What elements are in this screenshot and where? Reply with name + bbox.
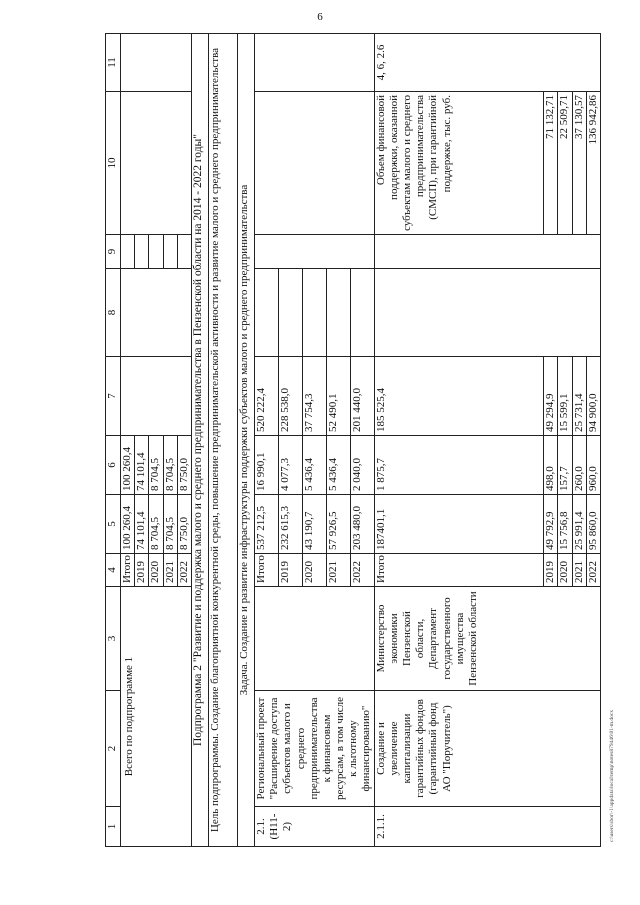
subprogram1-total-label: Всего по подпрограмме 1 — [121, 587, 192, 847]
value-cell: 5 436,4 — [326, 436, 350, 495]
empty-cell — [350, 269, 374, 357]
col-header: 10 — [106, 92, 121, 235]
value-cell: 8 750,0 — [177, 436, 191, 495]
empty-cell — [254, 269, 278, 357]
col-header: 5 — [106, 495, 121, 554]
indicator-value: 136 942,86 — [586, 92, 600, 235]
col-header: 3 — [106, 587, 121, 691]
empty-cell — [121, 235, 135, 269]
value-cell: 74 101,4 — [135, 436, 149, 495]
year-cell: 2021 — [326, 554, 350, 587]
executor-cell — [254, 587, 374, 691]
col-header: 6 — [106, 436, 121, 495]
indicator-name: Объем финансовой поддержки, оказанной субъектам малого и среднего предпринимательства (СМСП), при гарантийной поддержке, тыс. руб. — [374, 92, 544, 235]
value-cell: 49 792,9 — [544, 495, 558, 554]
indicator-value: 71 132,71 — [544, 92, 558, 235]
table-row — [254, 34, 278, 847]
value-cell: 8 704,5 — [149, 436, 163, 495]
table-row — [121, 34, 135, 847]
col-header: 8 — [106, 269, 121, 357]
empty-cell — [163, 235, 177, 269]
value-cell: 185 525,4 — [374, 357, 544, 436]
value-cell: 203 480,0 — [350, 495, 374, 554]
footer-file-path: c:\users\sbor\-1\appdata\local\temp\notes879446\01-m.docx — [609, 709, 615, 842]
col-header: 11 — [106, 34, 121, 92]
table-row — [374, 34, 544, 847]
value-cell: 25 731,4 — [572, 357, 586, 436]
value-cell: 498,0 — [544, 436, 558, 495]
item-number: 2.1. (Н11-2) — [254, 807, 374, 847]
indicator-ref: 4, 6, 2.6 — [374, 34, 600, 92]
empty-cell — [326, 269, 350, 357]
value-cell: 201 440,0 — [350, 357, 374, 436]
empty-cell — [374, 235, 600, 269]
value-cell: 520 222,4 — [254, 357, 278, 436]
value-cell: 37 754,3 — [302, 357, 326, 436]
value-cell: 74 101,4 — [135, 495, 149, 554]
empty-cell — [121, 357, 192, 436]
value-cell: 5 436,4 — [302, 436, 326, 495]
year-cell: 2019 — [278, 554, 302, 587]
value-cell: 43 190,7 — [302, 495, 326, 554]
value-cell: 57 926,5 — [326, 495, 350, 554]
col-header: 9 — [106, 235, 121, 269]
value-cell: 25 991,4 — [572, 495, 586, 554]
year-cell: Итого — [374, 554, 544, 587]
item-name: Региональный проект "Расширение доступа субъектов малого и среднего предпринимательства к финансовым ресурсам, в том числе к льготному финансированию" — [254, 691, 374, 807]
value-cell: 8 750,0 — [177, 495, 191, 554]
empty-cell — [121, 34, 192, 92]
section-row — [208, 34, 237, 847]
value-cell: 232 615,3 — [278, 495, 302, 554]
year-cell: Итого — [121, 554, 135, 587]
value-cell: 15 756,8 — [558, 495, 572, 554]
col-header: 4 — [106, 554, 121, 587]
value-cell: 100 260,4 — [121, 495, 135, 554]
empty-cell — [121, 269, 192, 357]
section-row — [237, 34, 254, 847]
empty-cell — [254, 92, 374, 235]
item-name: Создание и увеличение капитализации гарантийных фондов (гарантийный фонд АО "Поручитель") — [374, 691, 600, 807]
subprogram2-title: Подпрограмма 2 "Развитие и поддержка малого и среднего предпринимательства в Пензенской области на 2014 - 2022 годы" — [191, 34, 208, 847]
value-cell: 15 599,1 — [558, 357, 572, 436]
col-header: 7 — [106, 357, 121, 436]
item-number: 2.1.1. — [374, 807, 600, 847]
subprogram2-goal: Цель подпрограммы. Создание благоприятной конкурентной среды, повышение предпринимательской активности и развитие малого и среднего предпринимательства — [208, 34, 237, 847]
value-cell: 2 040,0 — [350, 436, 374, 495]
value-cell: 49 294,9 — [544, 357, 558, 436]
empty-cell — [374, 269, 600, 357]
value-cell: 100 260,4 — [121, 436, 135, 495]
subprogram2-task: Задача. Создание и развитие инфраструктуры поддержки субъектов малого и среднего предпринимательства — [237, 34, 254, 847]
value-cell: 187401,1 — [374, 495, 544, 554]
col-header: 2 — [106, 691, 121, 807]
value-cell: 960,0 — [586, 436, 600, 495]
value-cell: 8 704,5 — [163, 436, 177, 495]
year-cell: 2020 — [558, 554, 572, 587]
section-row — [191, 34, 208, 847]
value-cell: 537 212,5 — [254, 495, 278, 554]
value-cell: 52 490,1 — [326, 357, 350, 436]
year-cell: 2019 — [544, 554, 558, 587]
value-cell: 260,0 — [572, 436, 586, 495]
rotated-table-container — [105, 35, 601, 847]
empty-cell — [302, 269, 326, 357]
value-cell: 228 538,0 — [278, 357, 302, 436]
empty-cell — [149, 235, 163, 269]
value-cell: 1 875,7 — [374, 436, 544, 495]
empty-cell — [278, 269, 302, 357]
column-header-row — [106, 34, 121, 847]
value-cell: 157,7 — [558, 436, 572, 495]
value-cell: 95 860,0 — [586, 495, 600, 554]
year-cell: 2021 — [163, 554, 177, 587]
col-header: 1 — [106, 807, 121, 847]
indicator-value: 22 509,71 — [558, 92, 572, 235]
year-cell: 2022 — [350, 554, 374, 587]
year-cell: 2022 — [586, 554, 600, 587]
value-cell: 16 990,1 — [254, 436, 278, 495]
year-cell: 2019 — [135, 554, 149, 587]
value-cell: 94 900,0 — [586, 357, 600, 436]
value-cell: 4 077,3 — [278, 436, 302, 495]
value-cell: 8 704,5 — [163, 495, 177, 554]
year-cell: 2020 — [149, 554, 163, 587]
empty-cell — [177, 235, 191, 269]
empty-cell — [254, 235, 374, 269]
empty-cell — [135, 235, 149, 269]
year-cell: 2022 — [177, 554, 191, 587]
value-cell: 8 704,5 — [149, 495, 163, 554]
executor-name: Министерство экономики Пензенской области, Департамент государственного имущества Пензенской области — [374, 587, 600, 691]
year-cell: Итого — [254, 554, 278, 587]
page-number: 6 — [317, 11, 323, 23]
indicator-value: 37 130,57 — [572, 92, 586, 235]
empty-cell — [254, 34, 374, 92]
empty-cell — [121, 92, 192, 235]
budget-table — [105, 33, 601, 847]
year-cell: 2021 — [572, 554, 586, 587]
year-cell: 2020 — [302, 554, 326, 587]
